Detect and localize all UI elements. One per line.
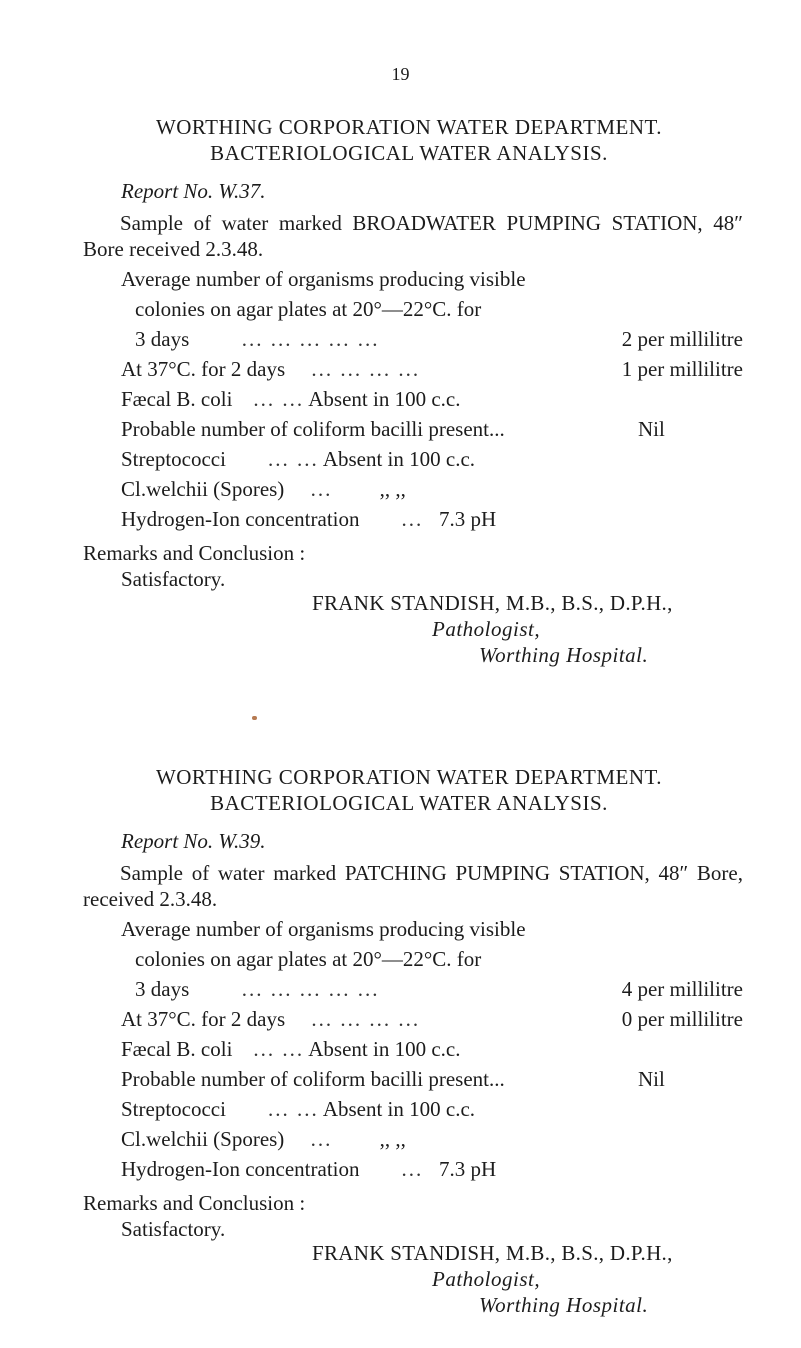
result-label-cell [121,506,638,532]
result-row [121,386,743,416]
sample-description: Sample of water marked PATCHING PUMPING STATION, 48″ Bore, received 2.3.48. [83,861,743,911]
ditto-marks: ,, ,, [379,477,406,501]
result-label-cell [121,1126,638,1152]
result-row [121,416,743,446]
signature-block [312,1240,743,1318]
result-label-cell [121,356,622,382]
result-row [121,1006,743,1036]
result-label-cell [121,386,638,412]
signature-name: FRANK STANDISH, M.B., B.S., D.P.H., [312,1241,673,1265]
dot-leader: ... ... ... ... ... [241,327,380,351]
result-value: Absent in 100 c.c. [308,1037,461,1061]
result-label: Hydrogen-Ion concentration [121,507,360,531]
ink-speck [252,716,257,720]
page-number: 19 [391,64,410,84]
results-table [121,266,743,536]
conclusion: Satisfactory. [121,1217,226,1241]
result-label: At 37°C. for 2 days [121,1007,286,1031]
ditto-marks: ,, ,, [379,1127,406,1151]
result-row [121,1096,743,1126]
dot-leader: ... [401,1157,424,1181]
dot-leader: ... [401,507,424,531]
results-table [121,916,743,1186]
result-label: Fæcal B. coli [121,1037,233,1061]
result-value: Absent in 100 c.c. [322,447,476,471]
signature-title: Pathologist, [432,1267,541,1291]
result-value: 2 per millilitre [621,327,743,351]
result-row [121,296,743,326]
result-row [121,916,743,946]
result-label: Hydrogen-Ion concentration [121,1157,360,1181]
remarks-label: Remarks and Conclusion : [83,1191,306,1215]
result-label: colonies on agar plates at 20°—22°C. for [135,297,482,321]
result-label: 3 days [135,327,190,351]
result-value: 7.3 pH [439,507,497,531]
signature-title: Pathologist, [432,617,541,641]
dot-leader: ... ... [267,1097,319,1121]
result-label: Cl.welchii (Spores) [121,477,285,501]
result-label: Cl.welchii (Spores) [121,1127,285,1151]
result-row [121,476,743,506]
result-label-cell [121,446,638,472]
result-label: Probable number of coliform bacilli present... [121,417,505,441]
result-row [121,1156,743,1186]
report-heading-line2: BACTERIOLOGICAL WATER ANALYSIS. [210,791,608,815]
result-row [121,976,743,1006]
result-row [121,506,743,536]
result-row [121,1036,743,1066]
result-row [121,446,743,476]
result-row [121,326,743,356]
dot-leader: ... ... [267,447,319,471]
report-heading-line1: WORTHING CORPORATION WATER DEPARTMENT. [155,765,663,789]
dot-leader: ... [310,1127,333,1151]
signature-place: Worthing Hospital. [479,1293,649,1317]
result-value: Nil [638,1067,665,1091]
result-row [121,1126,743,1156]
dot-leader: ... ... [253,387,305,411]
result-label-cell [121,1156,638,1182]
report-number: Report No. W.39. [121,829,266,853]
result-label: At 37°C. for 2 days [121,357,286,381]
result-label: Streptococci [121,1097,226,1121]
result-row [121,946,743,976]
result-label: Streptococci [121,447,226,471]
result-value: 4 per millilitre [621,977,743,1001]
result-value: 0 per millilitre [621,1007,743,1031]
result-label-cell [121,976,622,1002]
result-label: Fæcal B. coli [121,387,233,411]
conclusion: Satisfactory. [121,567,226,591]
report-heading-line2: BACTERIOLOGICAL WATER ANALYSIS. [210,141,608,165]
result-value: 1 per millilitre [621,357,743,381]
report-w39 [83,764,743,1318]
dot-leader: ... ... ... ... [311,1007,421,1031]
signature-block [312,590,743,668]
result-label-cell [121,476,638,502]
signature-name: FRANK STANDISH, M.B., B.S., D.P.H., [312,591,673,615]
result-label-cell [121,1096,638,1122]
result-label-cell [121,326,622,352]
report-w37 [83,114,743,668]
result-row [121,266,743,296]
result-row [121,356,743,386]
result-value: Absent in 100 c.c. [322,1097,476,1121]
signature-place: Worthing Hospital. [479,643,649,667]
remarks-label: Remarks and Conclusion : [83,541,306,565]
result-value: 7.3 pH [439,1157,497,1181]
result-row [121,1066,743,1096]
report-heading-line1: WORTHING CORPORATION WATER DEPARTMENT. [155,115,663,139]
result-label: Probable number of coliform bacilli present... [121,1067,505,1091]
result-label-cell [121,1006,622,1032]
result-label-cell [121,1036,638,1062]
dot-leader: ... ... ... ... ... [241,977,380,1001]
dot-leader: ... [310,477,333,501]
result-label: Average number of organisms producing visible [121,267,526,291]
result-label: 3 days [135,977,190,1001]
sample-description: Sample of water marked BROADWATER PUMPING STATION, 48″ Bore received 2.3.48. [83,211,743,261]
dot-leader: ... ... [253,1037,305,1061]
dot-leader: ... ... ... ... [311,357,421,381]
result-value: Absent in 100 c.c. [308,387,461,411]
result-value: Nil [638,417,665,441]
result-label: Average number of organisms producing visible [121,917,526,941]
result-label: colonies on agar plates at 20°—22°C. for [135,947,482,971]
report-number: Report No. W.37. [121,179,266,203]
